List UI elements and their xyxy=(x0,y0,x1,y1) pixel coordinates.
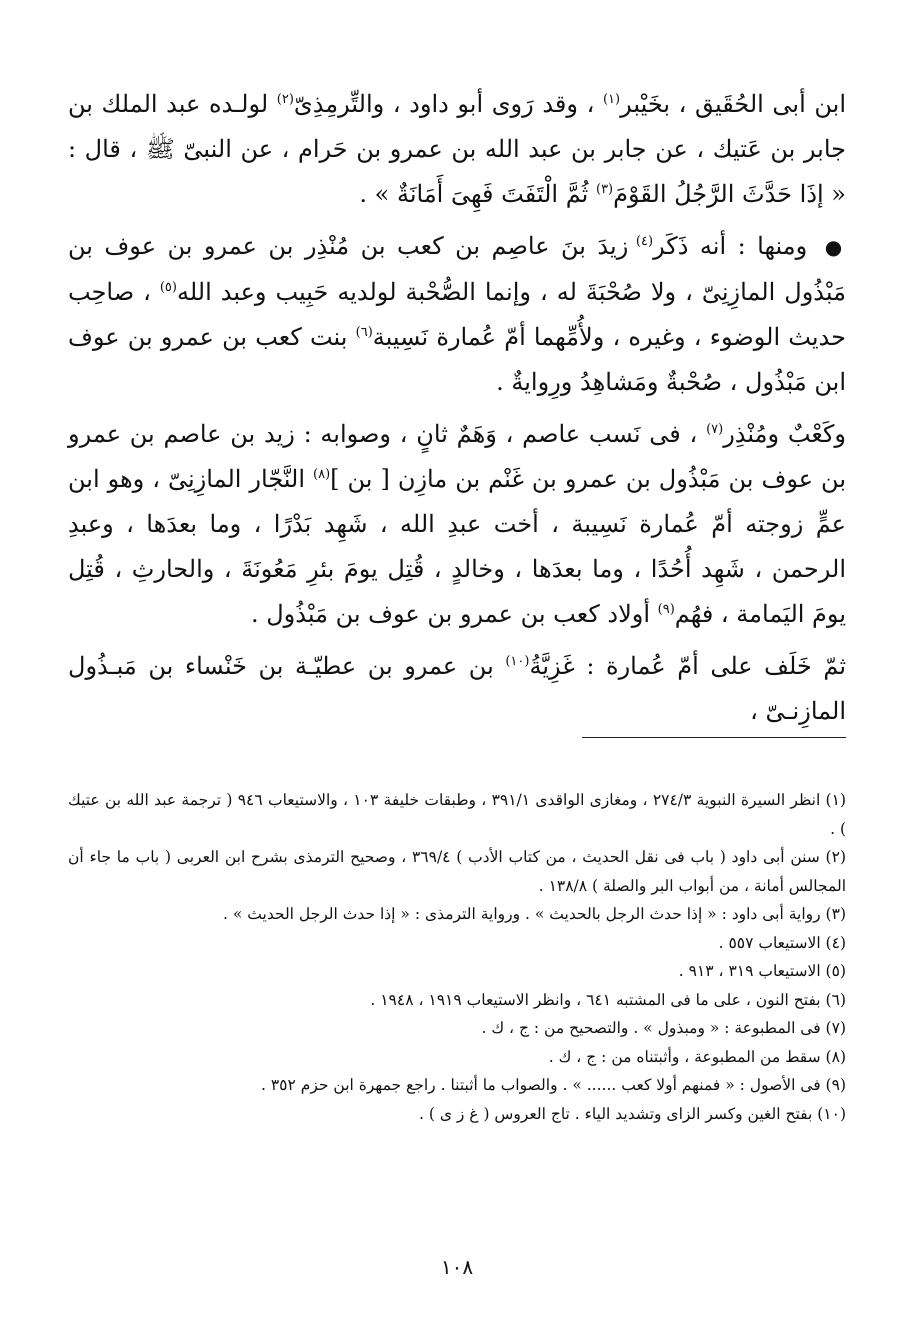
footnote-ref: (٩) xyxy=(657,602,675,617)
footnote-ref: (٣) xyxy=(595,182,614,197)
text-run: ثُمَّ الْتَفَتَ فَهِىَ أَمَانَةٌ » . xyxy=(359,180,596,208)
footnote-ref: (٢) xyxy=(276,92,294,107)
text-run: زيدَ بنَ عاصِم بن كعب بن مُنْذِر بن عمرو بن عوف بن مَبْذُول المازِنِىّ ، ولا صُحْبَةَ له ، وإنما الصُّحْبة لولديه حَبِيب وعبد الله xyxy=(68,232,846,306)
footnote-separator xyxy=(582,737,846,738)
footnote: (٩) فى الأصول : « فمنهم أولا كعب ...... » . والصواب ما أثبتنا . راجع جمهرة ابن حزم ٣٥٢ . xyxy=(260,1076,846,1094)
main-text xyxy=(68,82,846,741)
footnotes xyxy=(68,786,846,1128)
footnote-ref: (٤) xyxy=(635,234,654,249)
bullet-mark: ● xyxy=(824,235,847,259)
footnote: (٨) سقط من المطبوعة ، وأثبتناه من : ج ، ك . xyxy=(548,1047,846,1066)
text-run: ، وقد رَوى أبو داود ، والتِّرمِذِىّ xyxy=(293,90,603,118)
footnote: (٦) بفتح النون ، على ما فى المشتبه ٦٤١ ، وانظر الاستيعاب ١٩١٩ ، ١٩٤٨ . xyxy=(370,990,846,1009)
paragraph xyxy=(68,644,846,734)
footnote-ref: (٦) xyxy=(355,325,373,340)
text-run: لولـده عبد الملك بن جابر بن عَتيك ، عن جابر بن عبد الله بن عمرو بن حَرام ، عن النبىّ ﷺ ، قال : « إذَا حَدَّثَ الرَّجُلُ القَوْمَ xyxy=(68,90,846,208)
paragraph xyxy=(68,224,846,405)
footnote: (٢) سنن أبى داود ( باب فى نقل الحديث ، من كتاب الأدب ) ٣٦٩/٤ ، وصحيح الترمذى بشرح ابن العربى ( باب ما جاء أن المجالس أمانة ، من أبواب البر والصلة ) ١٣٨/٨ . xyxy=(68,848,846,895)
footnote-ref: (١) xyxy=(602,92,621,107)
footnote: (١٠) بفتح الغين وكسر الزاى وتشديد الياء . تاج العروس ( غ ز ى ) . xyxy=(418,1104,846,1123)
footnote-ref: (٧) xyxy=(706,422,724,437)
text-run: ومنها : أنه ذَكَر xyxy=(653,232,808,260)
footnote: (٤) الاستيعاب ٥٥٧ . xyxy=(718,933,846,952)
footnote-ref: (٥) xyxy=(159,280,177,295)
text-run: ابن أبى الحُقَيق ، بخَيْبر xyxy=(620,90,846,118)
text-run: وكَعْبٌ ومُنْذِر xyxy=(723,420,846,448)
paragraph xyxy=(68,412,846,637)
text-run: بن عمرو بن عطيّـة بن خَنْساء بن مَبـذُول المازِنـىّ ، xyxy=(68,652,846,725)
page-number: ١٠٨ xyxy=(440,1255,474,1279)
footnote: (١) انظر السيرة النبوية ٢٧٤/٣ ، ومغازى الواقدى ٣٩١/١ ، وطبقات خليفة ١٠٣ ، والاستيعاب ٩٤٦ ( ترجمة عبد الله بن عتيك ) . xyxy=(68,791,846,838)
footnote-ref: (٨) xyxy=(313,467,331,482)
text-run: ثمّ خَلَف على أمّ عُمارة : غَزِيَّةُ xyxy=(529,652,847,680)
footnote: (٥) الاستيعاب ٣١٩ ، ٩١٣ . xyxy=(678,962,846,980)
text-run: النَّجّار المازِنِىّ ، وهو ابن عمٍّ زوجته أمّ عُمارة نَسِيبة ، أخت عبدِ الله ، شَهِد بَدْرًا ، وما بعدَها ، وعبدِ الرحمن ، شَهِد أُحُدًا ، وما بعدَها ، وخالدٍ ، قُتِل يومَ بئرِ مَعُونَةَ ، والحارثِ ، قُتِل يومَ اليَمامة ، فهُم xyxy=(68,465,846,628)
footnote: (٧) فى المطبوعة : « ومبذول » . والتصحيح من : ج ، ك . xyxy=(481,1019,846,1037)
footnote: (٣) رواية أبى داود : « إذا حدث الرجل بالحديث » . ورواية الترمذى : « إذا حدث الرجل الحديث » . xyxy=(223,905,846,923)
paragraph xyxy=(68,82,846,217)
text-run: أولاد كعب بن عمرو بن عوف بن مَبْذُول . xyxy=(250,600,658,628)
text-run: ، صاحِب حديث الوضوء ، وغيره ، ولأُمِّهما أمّ عُمارة نَسِيبة xyxy=(68,278,846,351)
text-run: ، فى نَسب عاصم ، وَهَمٌ ثانٍ ، وصوابه : زيد بن عاصم بن عمرو بن عوف بن مَبْذُول بن عمرو بن غَنْم بن مازِن [ بن ] xyxy=(68,420,846,493)
footnote-ref: (١٠) xyxy=(505,654,530,669)
text-run: بنت كعب بن عمرو بن عوف ابن مَبْذُول ، صُحْبةٌ ومَشاهِدُ ورِوايةٌ . xyxy=(68,323,846,396)
